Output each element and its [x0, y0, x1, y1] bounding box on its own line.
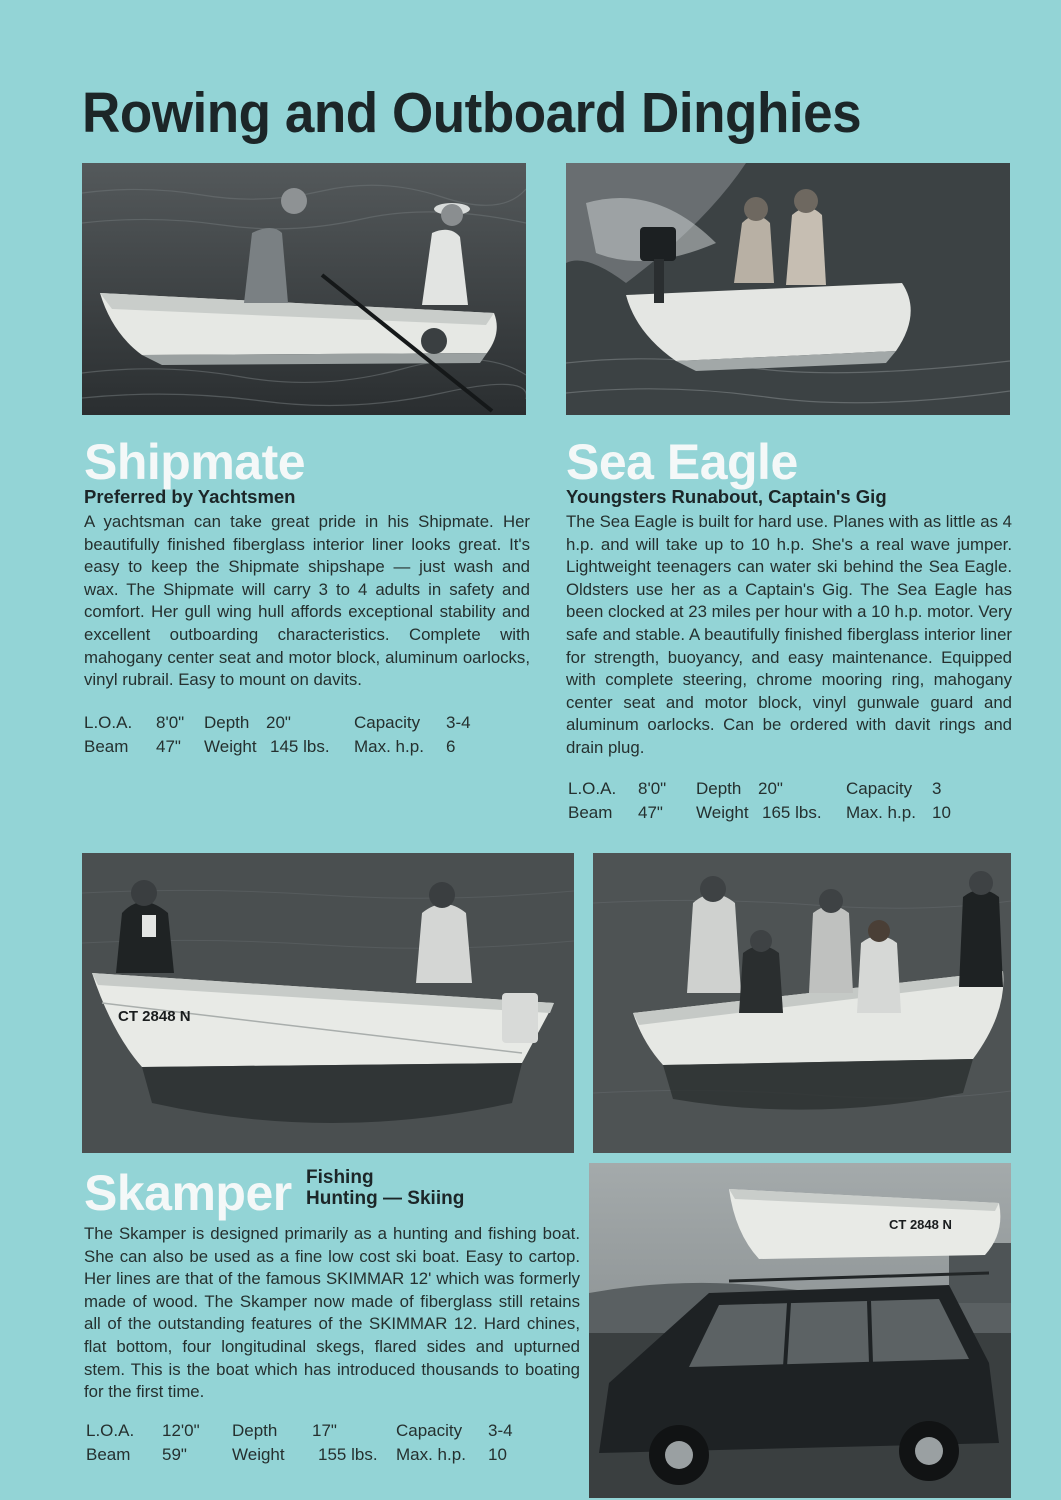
spec-value: 10 — [932, 803, 951, 822]
spec-value: 145 lbs. — [270, 737, 330, 756]
spec-label: Max. h.p. — [354, 737, 424, 756]
skamper-specs — [86, 1419, 566, 1467]
cartop-registration: CT 2848 N — [889, 1217, 952, 1232]
spec-label: Capacity — [846, 779, 913, 798]
sea-eagle-heading: Sea Eagle — [566, 434, 798, 490]
spec-value: 12'0" — [162, 1421, 200, 1440]
spec-value: 3-4 — [446, 713, 471, 732]
spec-label: Weight — [204, 737, 257, 756]
spec-label: L.O.A. — [568, 779, 617, 798]
spec-label: Capacity — [354, 713, 421, 732]
spec-label: L.O.A. — [86, 1421, 135, 1440]
skamper-use-line: Hunting — Skiing — [306, 1188, 465, 1209]
spec-label: Depth — [696, 779, 742, 798]
spec-label: Depth — [204, 713, 250, 732]
spec-label: Beam — [568, 803, 613, 822]
spec-label: L.O.A. — [84, 713, 133, 732]
skamper-group-photo — [593, 853, 1011, 1153]
skamper-use-line: Fishing — [306, 1167, 374, 1188]
shipmate-subtitle: Preferred by Yachtsmen — [84, 486, 296, 507]
shipmate-photo — [82, 163, 526, 415]
spec-value: 6 — [446, 737, 456, 756]
spec-value: 3-4 — [488, 1421, 513, 1440]
skamper-cartop-photo — [589, 1163, 1011, 1498]
spec-label: Beam — [84, 737, 129, 756]
spec-label: Capacity — [396, 1421, 463, 1440]
shipmate-heading: Shipmate — [84, 434, 306, 490]
spec-label: Weight — [232, 1445, 285, 1464]
spec-value: 17" — [312, 1421, 337, 1440]
page-title: Rowing and Outboard Dinghies — [82, 81, 862, 145]
shipmate-description: A yachtsman can take great pride in his Shipmate. Her beautifully finished fiberglass interior liner looks great. It's easy to keep the Shipmate shipshape — just wash and wax. The Shipmate will carry 3 to 4 adults in safety and comfort. Her gull wing hull affords exceptional stability and excellent outboarding characteristics. Complete with mahogany center seat and motor block, aluminum oarlocks, vinyl rubrail. Easy to mount on davits. — [84, 512, 530, 690]
spec-value: 59" — [162, 1445, 187, 1464]
skamper-heading: Skamper — [84, 1165, 292, 1221]
spec-label: Weight — [696, 803, 749, 822]
skamper-uses — [306, 1167, 464, 1209]
skamper-description: The Skamper is designed primarily as a hunting and fishing boat. She can also be used as a fine low cost ski boat. Easy to cartop. Her lines are that of the famous SKIMMAR 12' which was formerly made of wood. The Skamper now made of fiberglass still retains all of the outstanding features of the SKIMMAR 12. Hard chines, flat bottom, four longitudinal skegs, flared sides and upturned stem. This is the boat which has introduced thousands to boating for the first time. — [84, 1224, 580, 1402]
spec-label: Beam — [86, 1445, 131, 1464]
spec-value: 3 — [932, 779, 942, 798]
spec-label: Max. h.p. — [846, 803, 916, 822]
spec-value: 155 lbs. — [318, 1445, 378, 1464]
spec-value: 20" — [758, 779, 783, 798]
sea-eagle-subtitle: Youngsters Runabout, Captain's Gig — [566, 486, 887, 507]
registration-number: CT 2848 N — [118, 1008, 191, 1025]
spec-value: 8'0" — [156, 713, 185, 732]
spec-value: 10 — [488, 1445, 507, 1464]
spec-label: Depth — [232, 1421, 278, 1440]
sea-eagle-description: The Sea Eagle is built for hard use. Planes with as little as 4 h.p. and will take up to 10 h.p. She's a real wave jumper. Lightweight teenagers can water ski behind the Sea Eagle. Oldsters use her as a Captain's Gig. The Sea Eagle has been clocked at 23 miles per hour with a 10 h.p. motor. Very safe and stable. A beautifully finished fiberglass interior liner for strength, buoyancy, and easy maintenance. Equipped with complete steering, chrome mooring ring, mahogany center seat and motor block, vinyl gunwale guard and aluminum oarlocks. Can be ordered with davit rings and drain plug. — [566, 512, 1012, 757]
sea-eagle-photo — [566, 163, 1010, 415]
spec-value: 8'0" — [638, 779, 667, 798]
spec-value: 20" — [266, 713, 291, 732]
sea-eagle-specs — [568, 777, 1014, 825]
spec-label: Max. h.p. — [396, 1445, 466, 1464]
shipmate-specs — [84, 711, 530, 759]
spec-value: 47" — [638, 803, 663, 822]
skamper-fishing-photo — [82, 853, 574, 1153]
spec-value: 47" — [156, 737, 181, 756]
spec-value: 165 lbs. — [762, 803, 822, 822]
